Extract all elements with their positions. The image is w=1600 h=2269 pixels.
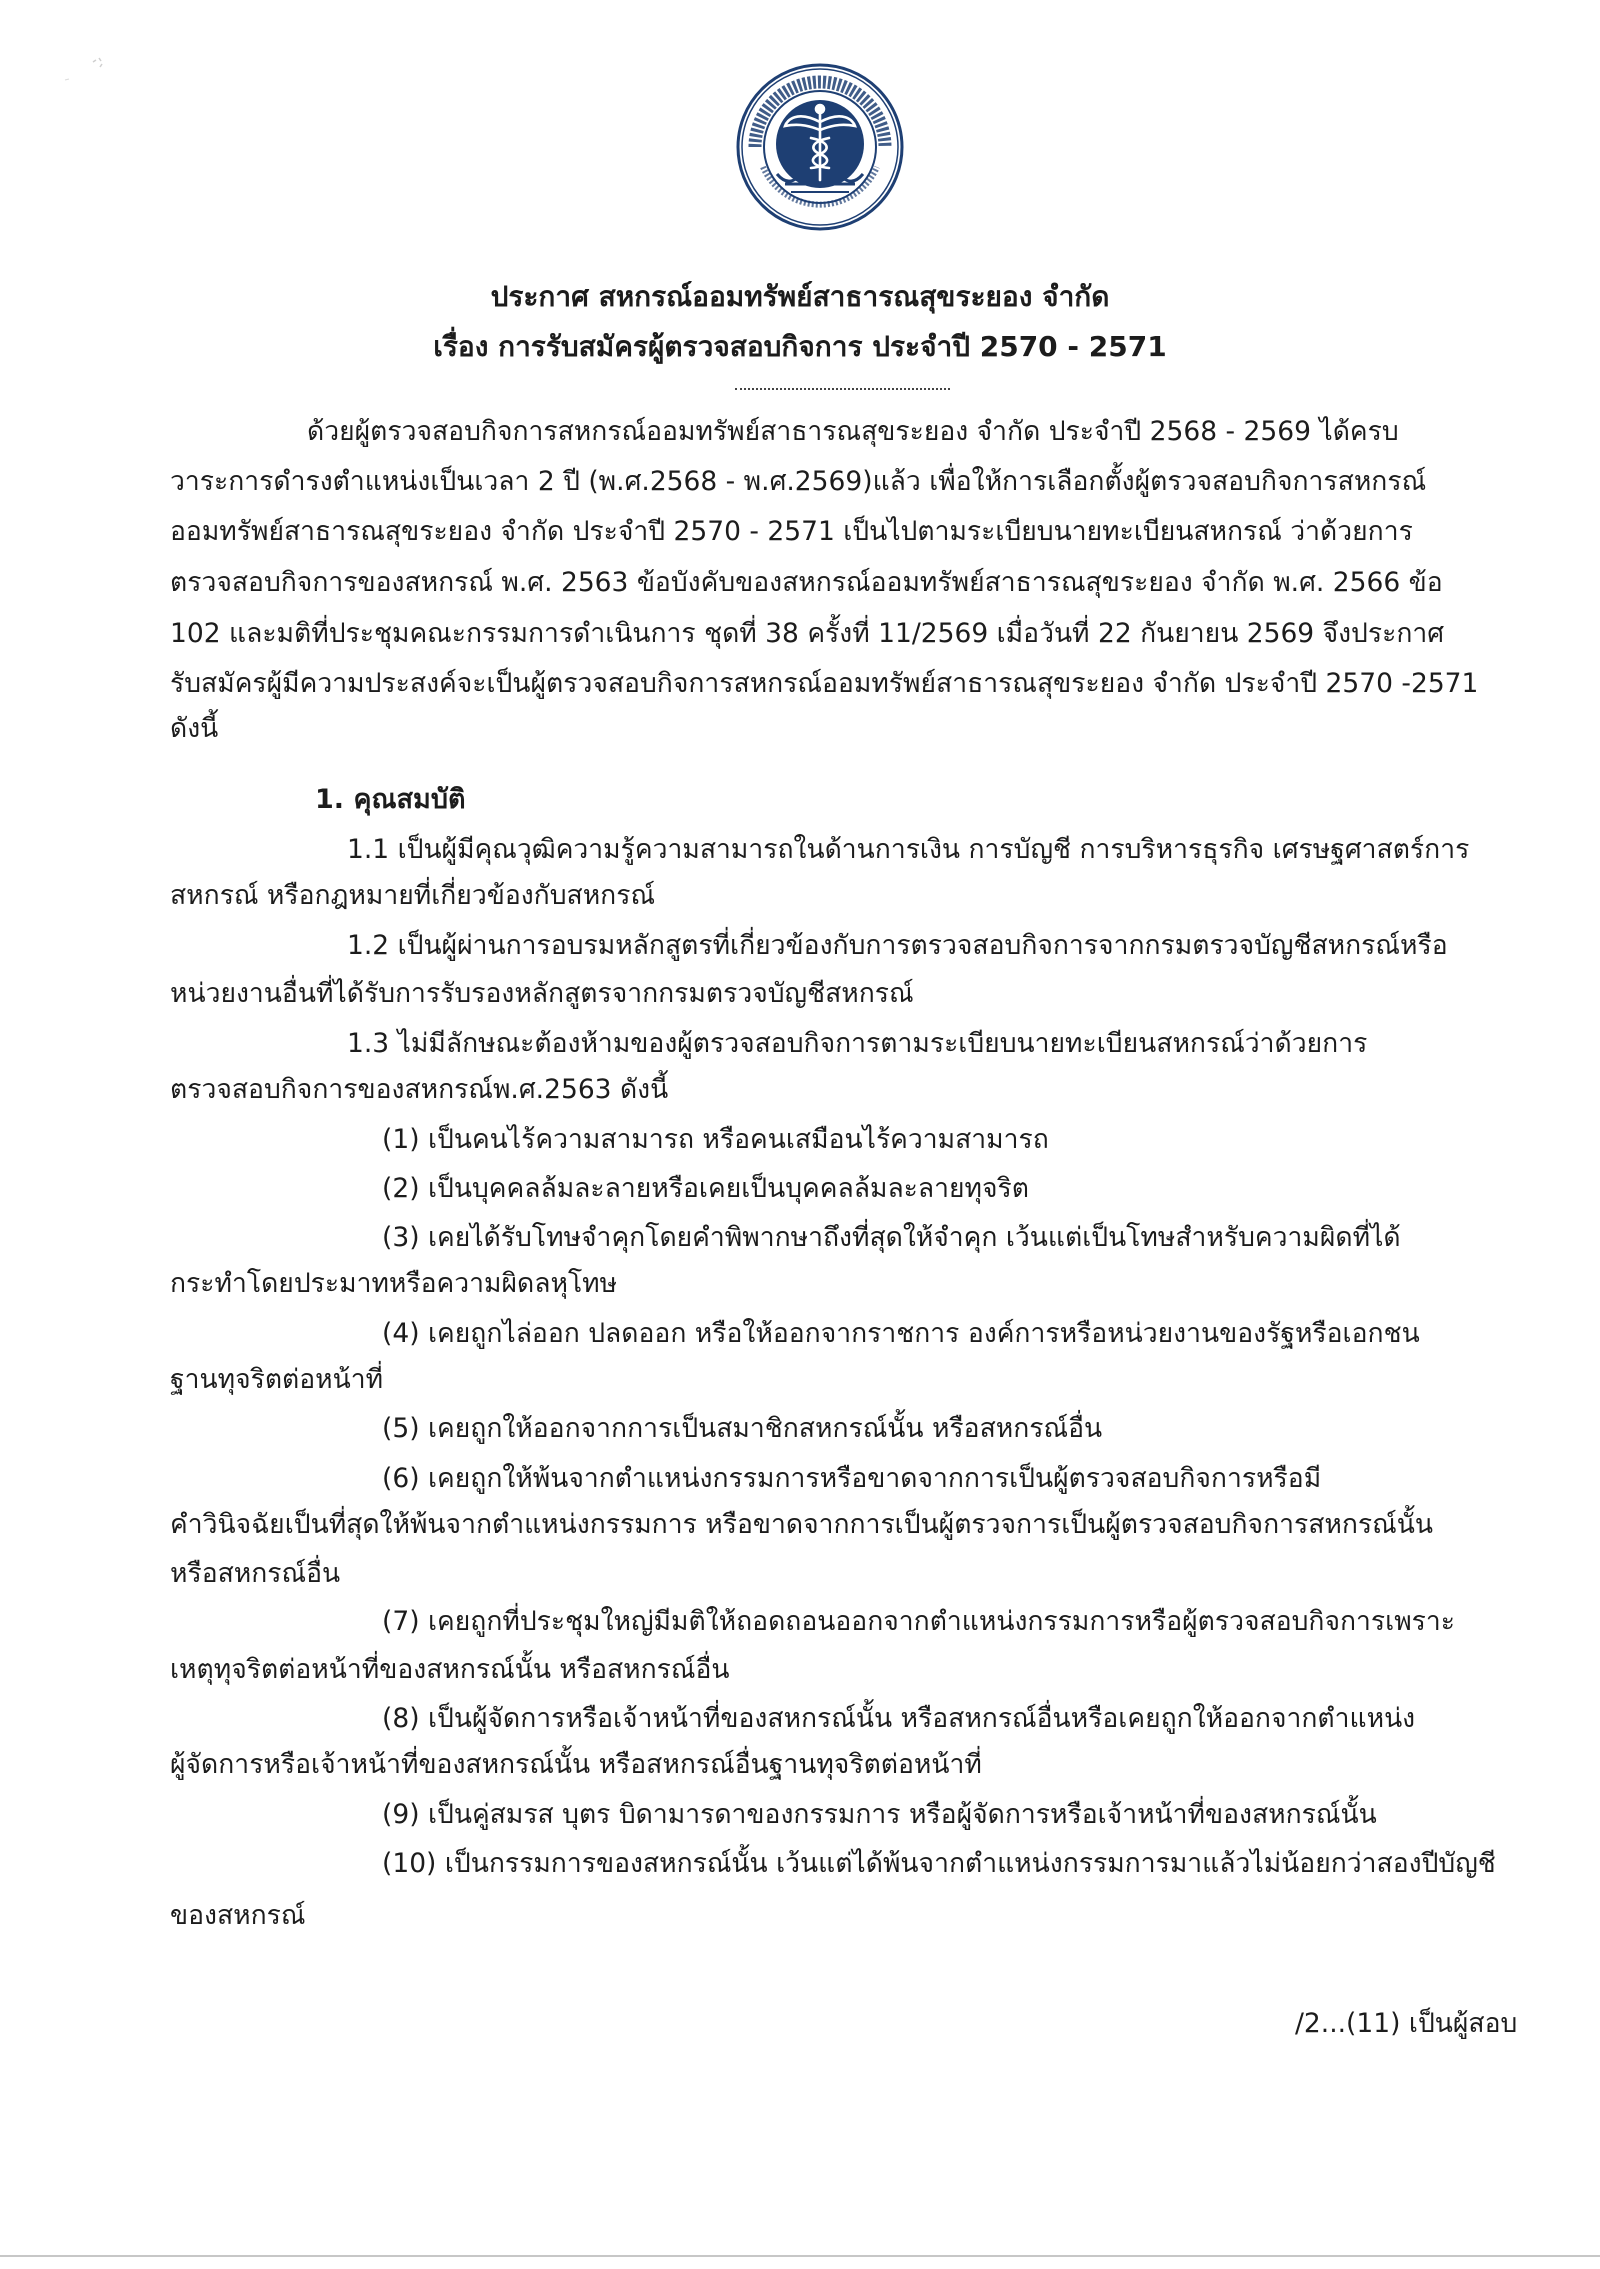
prohibited-item: (2) เป็นบุคคลล้มละลายหรือเคยเป็นบุคคลล้มละลายทุจริต — [382, 1173, 1029, 1204]
intro-line: 102 และมติที่ประชุมคณะกรรมการดำเนินการ ชุดที่ 38 ครั้งที่ 11/2569 เมื่อวันที่ 22 กันยายน 2569 จึงประกาศ — [170, 618, 1445, 649]
prohibited-item: ของสหกรณ์ — [170, 1900, 306, 1931]
qualification-line: 1.1 เป็นผู้มีคุณวุฒิความรู้ความสามารถในด้านการเงิน การบัญชี การบริหารธุรกิจ เศรษฐศาสตร์การ — [347, 834, 1470, 865]
prohibited-item: (5) เคยถูกให้ออกจากการเป็นสมาชิกสหกรณ์นั้น หรือสหกรณ์อื่น — [382, 1413, 1103, 1444]
prohibited-item: กระทำโดยประมาทหรือความผิดลหุโทษ — [170, 1268, 618, 1299]
prohibited-item: ฐานทุจริตต่อหน้าที่ — [170, 1364, 384, 1395]
prohibited-item: คำวินิจฉัยเป็นที่สุดให้พ้นจากตำแหน่งกรรมการ หรือขาดจากการเป็นผู้ตรวจการเป็นผู้ตรวจสอบกิจการสหกรณ์นั้น — [170, 1509, 1433, 1540]
prohibited-item: (6) เคยถูกให้พ้นจากตำแหน่งกรรมการหรือขาดจากการเป็นผู้ตรวจสอบกิจการหรือมี — [382, 1463, 1322, 1494]
qualification-line: 1.2 เป็นผู้ผ่านการอบรมหลักสูตรที่เกี่ยวข้องกับการตรวจสอบกิจการจากกรมตรวจบัญชีสหกรณ์หรือ — [347, 930, 1448, 961]
intro-line: วาระการดำรงตำแหน่งเป็นเวลา 2 ปี (พ.ศ.2568 - พ.ศ.2569)แล้ว เพื่อให้การเลือกตั้งผู้ตรวจสอบกิจการสหกรณ์ — [170, 466, 1427, 497]
announcement-title — [0, 272, 1600, 372]
prohibited-item: (4) เคยถูกไล่ออก ปลดออก หรือให้ออกจากราชการ องค์การหรือหน่วยงานของรัฐหรือเอกชน — [382, 1318, 1420, 1349]
qualification-line: 1.3 ไม่มีลักษณะต้องห้ามของผู้ตรวจสอบกิจการตามระเบียบนายทะเบียนสหกรณ์ว่าด้วยการ — [347, 1028, 1368, 1059]
prohibited-item: (1) เป็นคนไร้ความสามารถ หรือคนเสมือนไร้ความสามารถ — [382, 1124, 1049, 1155]
title-line-2: เรื่อง การรับสมัครผู้ตรวจสอบกิจการ ประจำปี 2570 - 2571 — [433, 330, 1167, 363]
page-bottom-edge — [0, 2255, 1600, 2257]
intro-line: ตรวจสอบกิจการของสหกรณ์ พ.ศ. 2563 ข้อบังคับของสหกรณ์ออมทรัพย์สาธารณสุขระยอง จำกัด พ.ศ. 2566 ข้อ — [170, 567, 1443, 598]
prohibited-item: หรือสหกรณ์อื่น — [170, 1558, 341, 1589]
page-continuation: /2...(11) เป็นผู้สอบ — [1295, 2008, 1518, 2039]
qualification-line: ตรวจสอบกิจการของสหกรณ์พ.ศ.2563 ดังนี้ — [170, 1074, 669, 1105]
intro-line: รับสมัครผู้มีความประสงค์จะเป็นผู้ตรวจสอบกิจการสหกรณ์ออมทรัพย์สาธารณสุขระยอง จำกัด ประจำปี 2570 -2571 — [170, 668, 1479, 699]
intro-line: ออมทรัพย์สาธารณสุขระยอง จำกัด ประจำปี 2570 - 2571 เป็นไปตามระเบียบนายทะเบียนสหกรณ์ ว่าด้วยการ — [170, 516, 1413, 547]
intro-line: ดังนี้ — [170, 713, 219, 744]
prohibited-item: (7) เคยถูกที่ประชุมใหญ่มีมติให้ถอดถอนออกจากตำแหน่งกรรมการหรือผู้ตรวจสอบกิจการเพราะ — [382, 1606, 1456, 1637]
intro-line: ด้วยผู้ตรวจสอบกิจการสหกรณ์ออมทรัพย์สาธารณสุขระยอง จำกัด ประจำปี 2568 - 2569 ได้ครบ — [307, 416, 1399, 447]
prohibited-item: (10) เป็นกรรมการของสหกรณ์นั้น เว้นแต่ได้พ้นจากตำแหน่งกรรมการมาแล้วไม่น้อยกว่าสองปีบัญชี — [382, 1848, 1496, 1879]
title-line-1: ประกาศ สหกรณ์ออมทรัพย์สาธารณสุขระยอง จำกัด — [490, 280, 1110, 313]
prohibited-item: (9) เป็นคู่สมรส บุตร บิดามารดาของกรรมการ หรือผู้จัดการหรือเจ้าหน้าที่ของสหกรณ์นั้น — [382, 1799, 1377, 1830]
cooperative-logo — [735, 62, 905, 232]
scan-artifact — [55, 50, 145, 90]
title-separator — [735, 376, 950, 390]
prohibited-item: (8) เป็นผู้จัดการหรือเจ้าหน้าที่ของสหกรณ์นั้น หรือสหกรณ์อื่นหรือเคยถูกให้ออกจากตำแหน่ง — [382, 1703, 1416, 1734]
prohibited-item: (3) เคยได้รับโทษจำคุกโดยคำพิพากษาถึงที่สุดให้จำคุก เว้นแต่เป็นโทษสำหรับความผิดที่ได้ — [382, 1222, 1401, 1253]
section-heading: 1. คุณสมบัติ — [315, 784, 466, 815]
prohibited-item: ผู้จัดการหรือเจ้าหน้าที่ของสหกรณ์นั้น หรือสหกรณ์อื่นฐานทุจริตต่อหน้าที่ — [170, 1749, 982, 1780]
prohibited-item: เหตุทุจริตต่อหน้าที่ของสหกรณ์นั้น หรือสหกรณ์อื่น — [170, 1654, 730, 1685]
qualification-line: สหกรณ์ หรือกฎหมายที่เกี่ยวข้องกับสหกรณ์ — [170, 880, 656, 911]
qualification-line: หน่วยงานอื่นที่ได้รับการรับรองหลักสูตรจากกรมตรวจบัญชีสหกรณ์ — [170, 978, 914, 1009]
